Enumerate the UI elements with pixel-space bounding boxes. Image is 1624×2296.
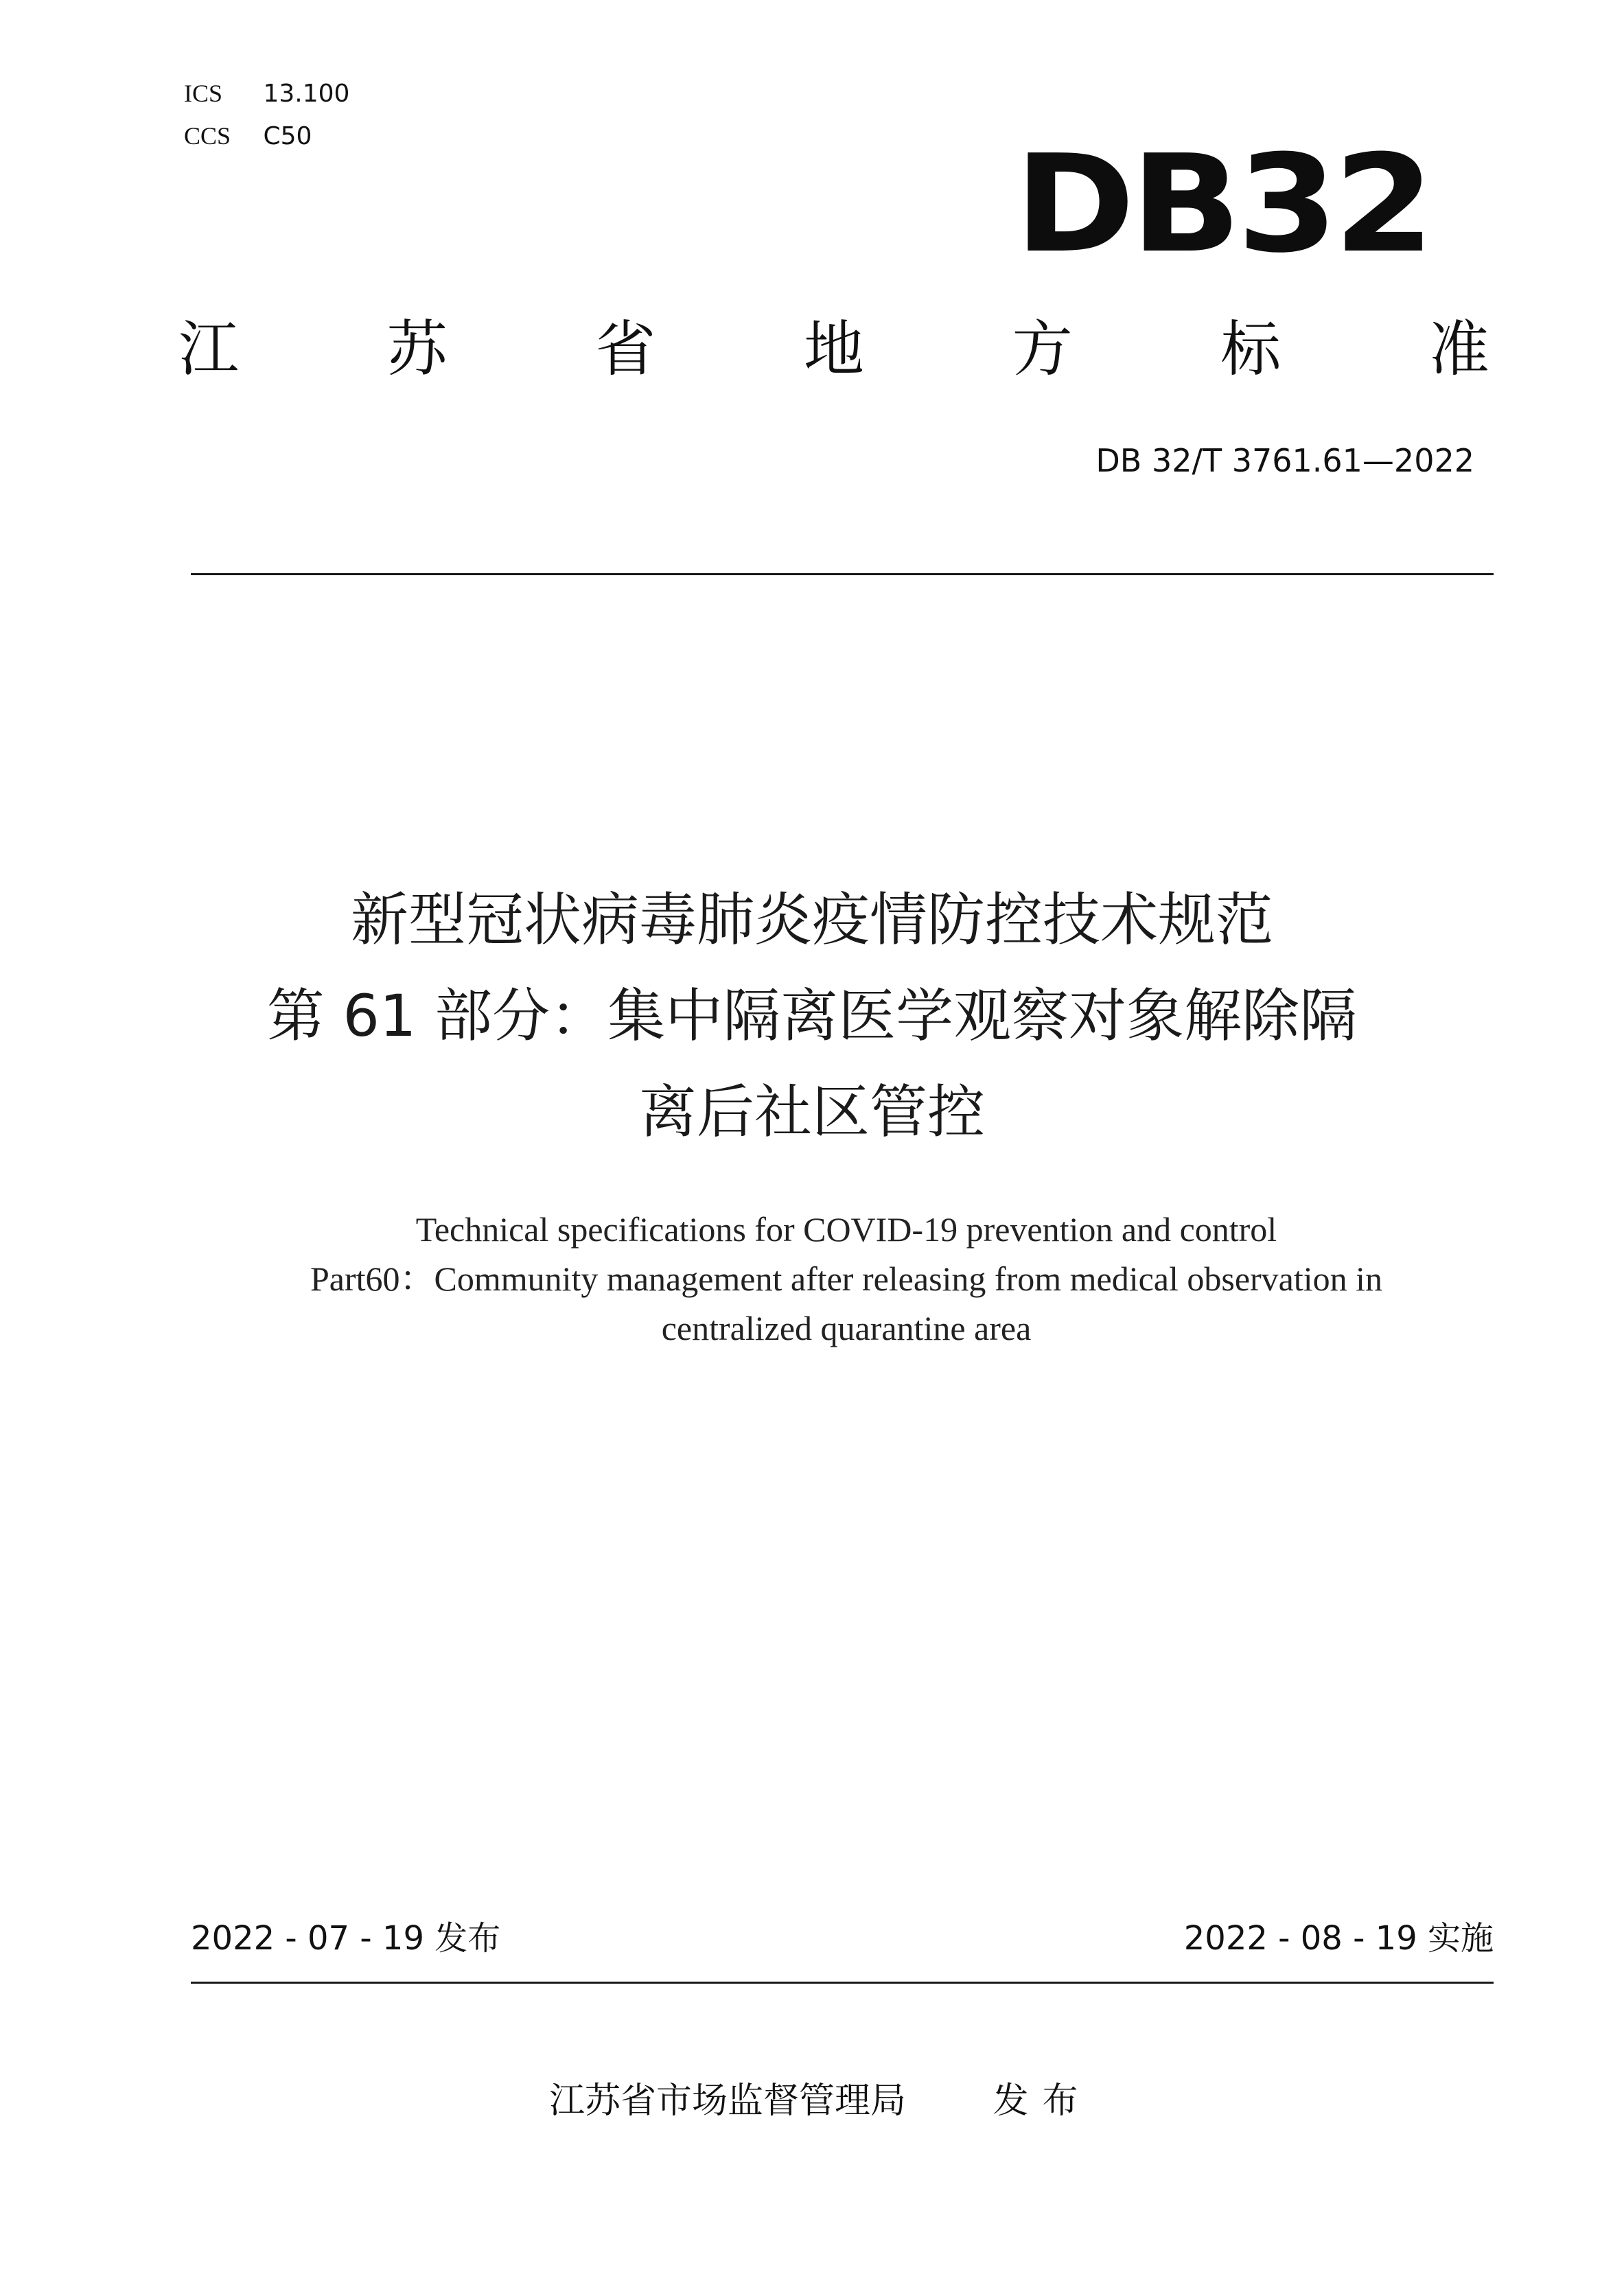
chinese-title-line: 离后社区管控 xyxy=(638,1078,985,1146)
english-title-line: Part60：Community management after releasing from medical observation in xyxy=(310,1260,1383,1298)
standard-type-heading xyxy=(178,314,1489,384)
ics-label: ICS xyxy=(184,80,223,107)
authority-action: 发布 xyxy=(993,2080,1092,2122)
standard-type-char: 省 xyxy=(595,314,656,384)
standard-type-char: 地 xyxy=(803,314,864,384)
standard-type-char: 方 xyxy=(1012,314,1073,384)
standard-type-char: 苏 xyxy=(386,314,448,384)
chinese-title-line: 新型冠状病毒肺炎疫情防控技术规范 xyxy=(350,886,1273,953)
ccs-value: C50 xyxy=(263,122,312,150)
db32-mark: DB32 xyxy=(1014,126,1430,283)
ccs-label: CCS xyxy=(184,122,231,150)
standard-number: DB 32/T 3761.61—2022 xyxy=(1095,442,1474,479)
top-divider xyxy=(191,573,1494,575)
chinese-title xyxy=(137,872,1487,1160)
implementation-date: 2022 - 08 - 19 实施 xyxy=(1183,1919,1494,1958)
standard-type-char: 标 xyxy=(1220,314,1281,384)
bottom-divider xyxy=(191,1982,1494,1984)
chinese-title-line: 第 61 部分：集中隔离医学观察对象解除隔 xyxy=(266,982,1358,1050)
issue-date: 2022 - 07 - 19 发布 xyxy=(191,1919,501,1958)
ics-code xyxy=(184,81,349,106)
issuing-authority xyxy=(549,2080,1092,2122)
english-title xyxy=(206,1205,1487,1353)
english-title-line: centralized quarantine area xyxy=(661,1309,1032,1347)
standard-type-char: 准 xyxy=(1428,314,1489,384)
ccs-code xyxy=(184,124,312,149)
english-title-line: Technical specifications for COVID-19 prevention and control xyxy=(415,1210,1277,1249)
standard-type-char: 江 xyxy=(178,314,240,384)
authority-name: 江苏省市场监督管理局 xyxy=(549,2080,907,2122)
ics-value: 13.100 xyxy=(263,80,350,108)
